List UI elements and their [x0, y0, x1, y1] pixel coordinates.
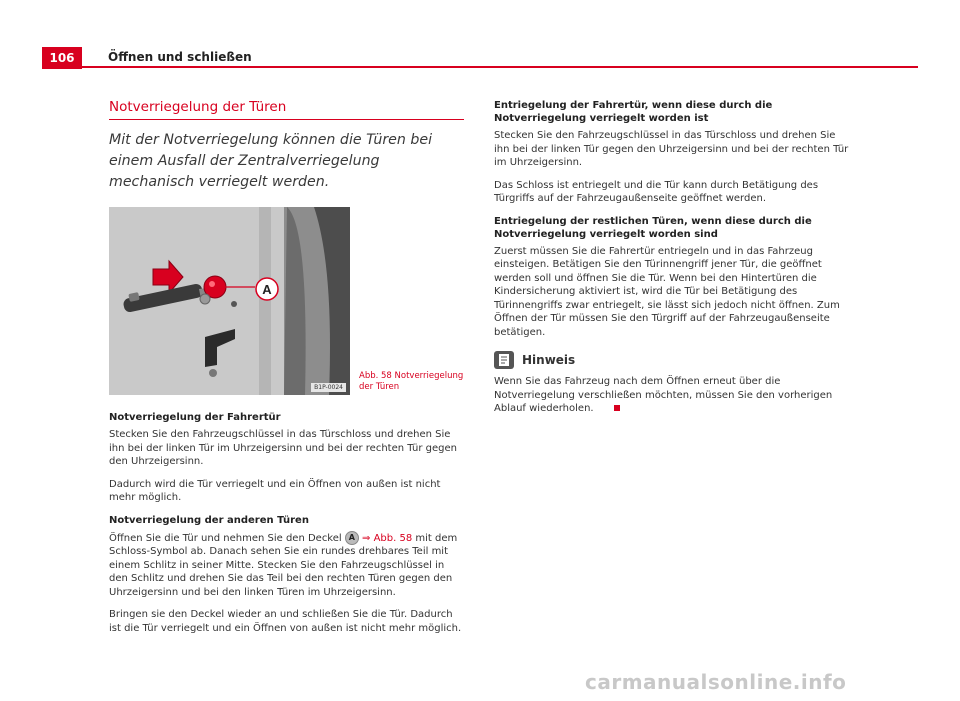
section-intro: Mit der Notverriegelung können die Türen bei einem Ausfall der Zentralverriegelung mechanisch verriegelt werden.: [109, 132, 433, 190]
heading-driver-door-unlock: Entriegelung der Fahrertür, wenn diese durch die Notverriegelung verriegelt worden ist: [494, 100, 773, 124]
heading-other-doors-lock: Notverriegelung der anderen Türen: [109, 514, 309, 526]
note-icon: [494, 351, 514, 369]
note-header: [494, 351, 849, 369]
header-rule: [82, 66, 918, 68]
paragraph: Öffnen Sie die Tür und nehmen Sie den Deckel A ⇒ Abb. 58 mit dem Schloss-Symbol ab. Danach sehen Sie ein rundes drehbares Teil mit einem Schlitz in seiner Mitte. Stecken Sie den Fahrzeugschlüssel in den Schlitz und drehen Sie das Teil bei den rechten Türen gegen den Uhrzeigersinn und bei den linken Türen im Uhrzeigersinn.: [109, 532, 458, 598]
paragraph: Stecken Sie den Fahrzeugschlüssel in das Türschloss und drehen Sie ihn bei der linken Tür im Uhrzeigersinn und bei der rechten Tür gegen den Uhrzeigersinn.: [109, 429, 457, 467]
paragraph: Das Schloss ist entriegelt und die Tür kann durch Betätigung des Türgriffs auf der Fahrzeugaußenseite geöffnet werden.: [494, 179, 819, 204]
figure: [109, 207, 464, 397]
callout-ref: A: [345, 531, 359, 545]
paragraph: Bringen sie den Deckel wieder an und schließen Sie die Tür. Dadurch ist die Tür verriegelt und ein Öffnen von außen ist nicht mehr möglich.: [109, 609, 462, 634]
heading-other-doors-unlock: Entriegelung der restlichen Türen, wenn diese durch die Notverriegelung verriegelt worden sind: [494, 215, 812, 240]
section-title: Notverriegelung der Türen: [109, 99, 464, 120]
watermark: carmanualsonline.info: [585, 670, 847, 694]
chapter-title: Öffnen und schließen: [108, 50, 252, 64]
heading-driver-door-lock: Notverriegelung der Fahrertür: [109, 412, 281, 423]
note-text: Wenn Sie das Fahrzeug nach dem Öffnen erneut über die Notverriegelung verschließen möchten, müssen Sie den vorherigen Ablauf wiederholen.: [494, 376, 833, 414]
figure-callout: A: [262, 282, 272, 297]
page-number: 106: [42, 47, 82, 69]
caption-label: Abb. 58: [359, 371, 392, 381]
note-title: Hinweis: [522, 353, 576, 367]
left-column: [109, 99, 464, 644]
paragraph: Zuerst müssen Sie die Fahrertür entriegeln und in das Fahrzeug einsteigen. Betätigen Sie den Türinnengriff jener Tür, die geöffnet werden soll und öffnen Sie die Tür. Wenn bei den Hintertüren die Kindersicherung aktiviert ist, wird die Tür bei Betätigung des Türinnengriffs zwar entriegelt, sie lässt sich jedoch nicht öffnen. Zum Öffnen der Tür müssen Sie den Türgriff auf der Fahrzeugaußenseite betätigen.: [494, 245, 840, 338]
paragraph: Stecken Sie den Fahrzeugschlüssel in das Türschloss und drehen Sie ihn bei der linken Tür gegen den Uhrzeigersinn und bei der rechten Tür im Uhrzeigersinn.: [494, 130, 849, 168]
paragraph: Dadurch wird die Tür verriegelt und ein Öffnen von außen ist nicht mehr möglich.: [109, 478, 441, 503]
right-column: [494, 99, 849, 425]
figure-code: B1P-0024: [311, 383, 346, 392]
figure-link[interactable]: ⇒ Abb. 58: [358, 532, 413, 544]
figure-caption: [359, 371, 464, 393]
door-lock-drawing: [109, 207, 350, 395]
end-mark-icon: [614, 405, 620, 411]
door-lock-illustration: [109, 207, 350, 395]
caption-text: Notverriegelung der Türen: [359, 371, 464, 392]
